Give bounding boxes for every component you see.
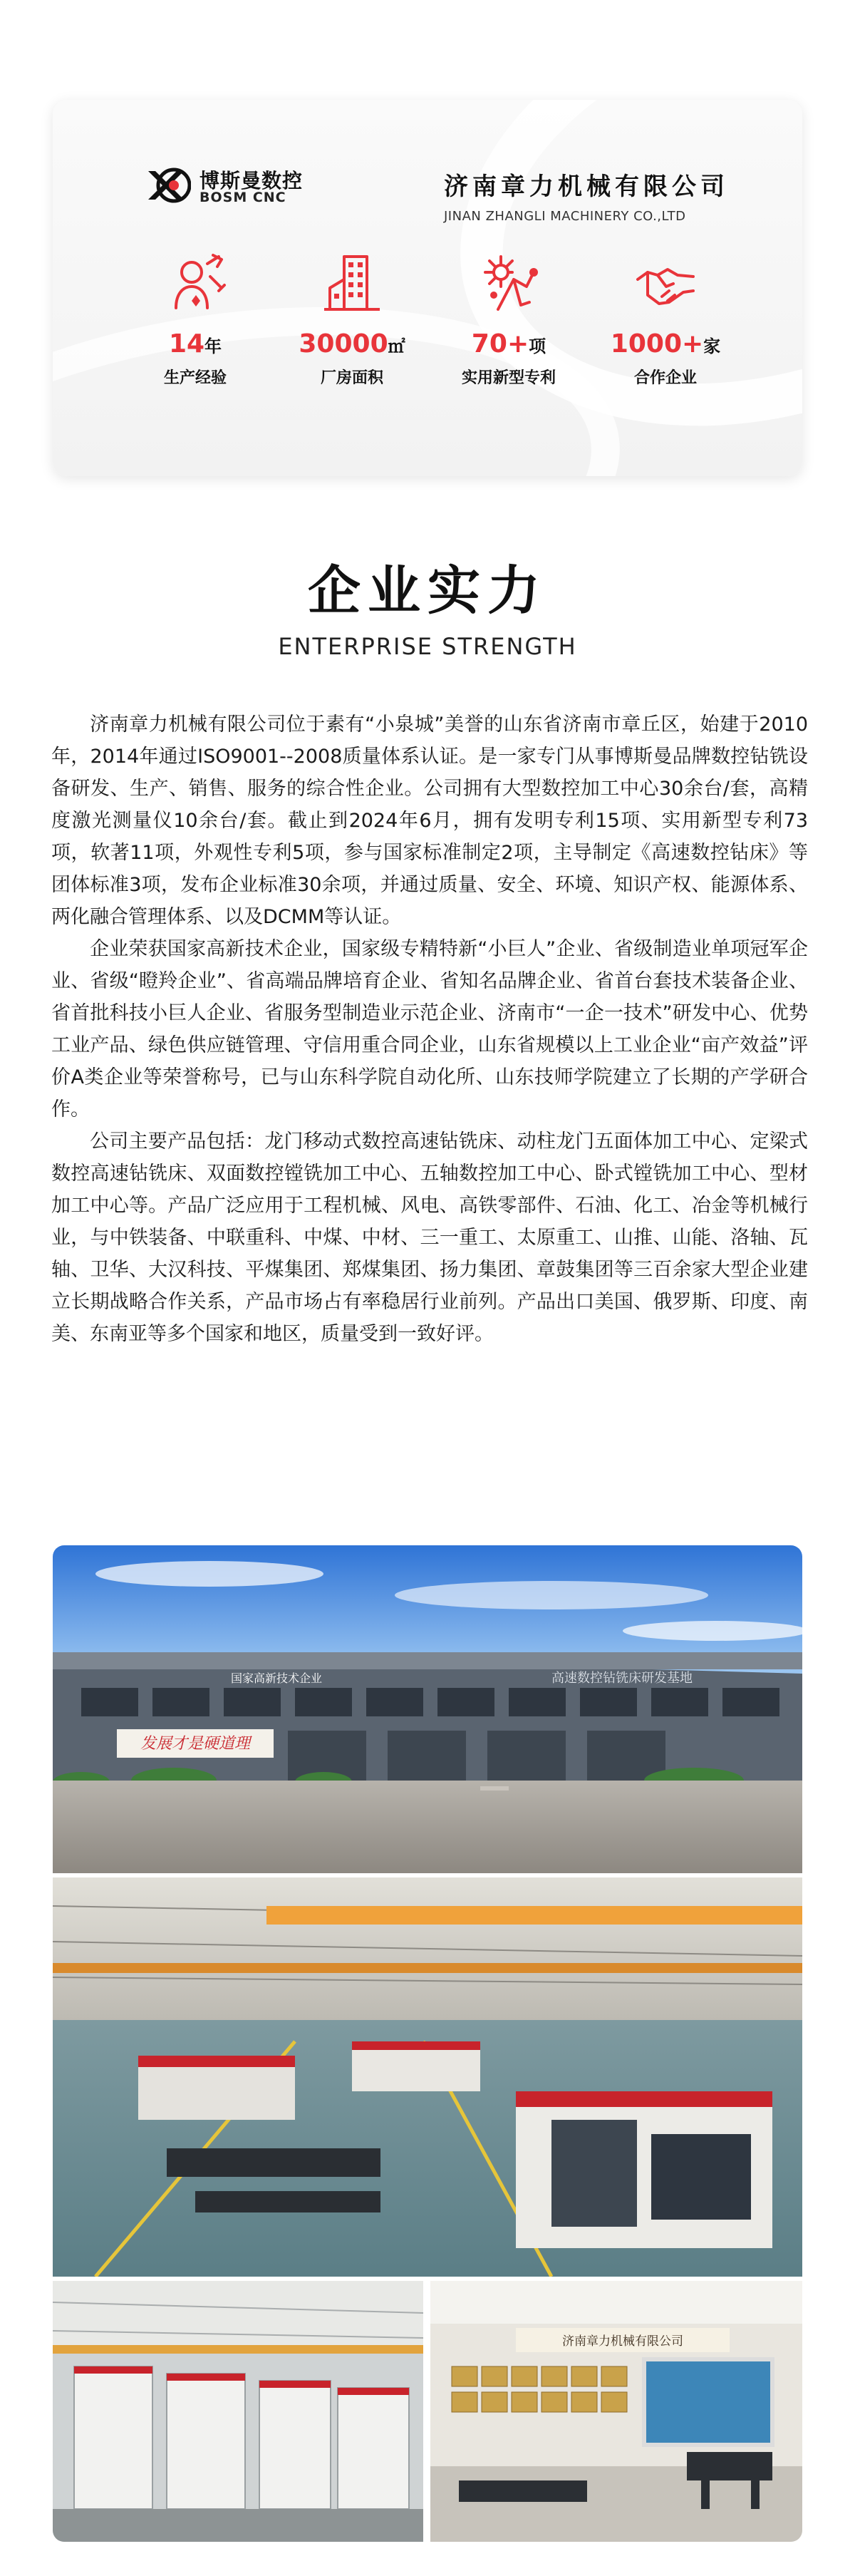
stat-unit: ㎡ — [388, 336, 405, 356]
patent-certificate-icon — [477, 251, 541, 315]
stat-value — [437, 329, 580, 359]
honors-paragraph: 企业荣获国家高新技术企业，国家级专精特新“小巨人”企业、省级制造业单项冠军企业、省级“瞪羚企业”、省高端品牌培育企业、省知名品牌企业、省首台套技术装备企业、省首批科技小巨人企业、省服务型制造业示范企业、济南市“一企一技术”研发中心、优势工业产品、绿色供应链管理、守信用重合同企业，山东省规模以上工业企业“亩产效益”评价A类企业等荣誉称号，已与山东科学院自动化所、山东技师学院建立了长期的产学研合作。 — [51, 938, 808, 1120]
workshop-photo — [53, 1877, 802, 2277]
factory-building-icon — [320, 251, 384, 315]
stat-partners — [594, 251, 737, 388]
workshop-image — [53, 1877, 802, 2277]
building-sign: 高速数控钻铣床研发基地 — [551, 1671, 693, 1686]
showroom-banner: 济南章力机械有限公司 — [562, 2334, 683, 2348]
machines-image — [53, 2281, 423, 2542]
bosm-logo-icon — [147, 165, 191, 205]
stat-unit: 年 — [204, 336, 222, 356]
stat-patents — [437, 251, 580, 388]
stat-experience — [124, 251, 266, 388]
company-name-en: JINAN ZHANGLI MACHINERY CO.,LTD — [444, 209, 686, 224]
stat-label: 生产经验 — [163, 369, 227, 387]
stat-value — [124, 329, 266, 359]
building-slogan: 发展才是硬道理 — [140, 1734, 251, 1752]
section-subtitle: ENTERPRISE STRENGTH — [278, 633, 577, 660]
stat-unit: 项 — [529, 336, 546, 356]
wrench-person-icon — [163, 251, 227, 315]
intro-paragraph: 济南章力机械有限公司位于素有“小泉城”美誉的山东省济南市章丘区，始建于2010年，2014年通过ISO9001--2008质量体系认证。是一家专门从事博斯曼品牌数控钻铣设备研发、生产、销售、服务的综合性企业。公司拥有大型数控加工中心30余台/套，高精度激光测量仪10余台/套。截止到2024年6月，拥有发明专利15项、实用新型专利73项，软著11项，外观性专利5项，参与国家标准制定2项，主导制定《高速数控钻床》等团体标准3项，发布企业标准30余项，并通过质量、安全、环境、知识产权、能源体系、两化融合管理体系、以及DCMM等认证。 — [51, 713, 808, 928]
stat-number: 30000 — [299, 329, 388, 359]
company-introduction — [51, 709, 808, 1350]
factory-building-photo — [53, 1545, 802, 1873]
building-sign: 国家高新技术企业 — [231, 1671, 323, 1685]
stats-row — [124, 251, 751, 436]
stat-label: 实用新型专利 — [461, 369, 556, 387]
company-name-cn: 济南章力机械有限公司 — [444, 172, 729, 201]
stat-unit: 家 — [703, 336, 721, 356]
stat-factory-area — [281, 251, 423, 388]
stat-value — [281, 329, 423, 359]
company-header-card — [53, 100, 802, 476]
showroom-image — [430, 2281, 802, 2542]
section-title: 企业实力 — [308, 560, 547, 622]
showroom-photo — [430, 2281, 802, 2542]
brand-name-cn: 博斯曼数控 — [200, 169, 304, 192]
handshake-icon — [633, 251, 698, 315]
company-name-block — [444, 167, 743, 224]
stat-label: 厂房面积 — [320, 369, 383, 387]
stat-number: 1000+ — [610, 329, 704, 359]
products-paragraph: 公司主要产品包括：龙门移动式数控高速钻铣床、动柱龙门五面体加工中心、定梁式数控高速钻铣床、双面数控镗铣加工中心、五轴数控加工中心、卧式镗铣加工中心、型材加工中心等。产品广泛应用于工程机械、风电、高铁零部件、石油、化工、冶金等机械行业，与中铁装备、中联重科、中煤、中材、三一重工、太原重工、山推、山能、洛轴、瓦轴、卫华、大汉科技、平煤集团、郑煤集团、扬力集团、章鼓集团等三百余家大型企业建立长期战略合作关系，产品市场占有率稳居行业前列。产品出口美国、俄罗斯、印度、南美、东南亚等多个国家和地区，质量受到一致好评。 — [51, 1130, 808, 1345]
brand-name-en: BOSM CNC — [200, 190, 286, 205]
stat-label: 合作企业 — [633, 369, 697, 387]
brand-logo[interactable] — [147, 163, 339, 212]
factory-building-image — [53, 1545, 802, 1873]
stat-number: 70+ — [471, 329, 529, 359]
machines-photo — [53, 2281, 423, 2542]
stat-value — [594, 329, 737, 359]
stat-number: 14 — [168, 329, 205, 359]
